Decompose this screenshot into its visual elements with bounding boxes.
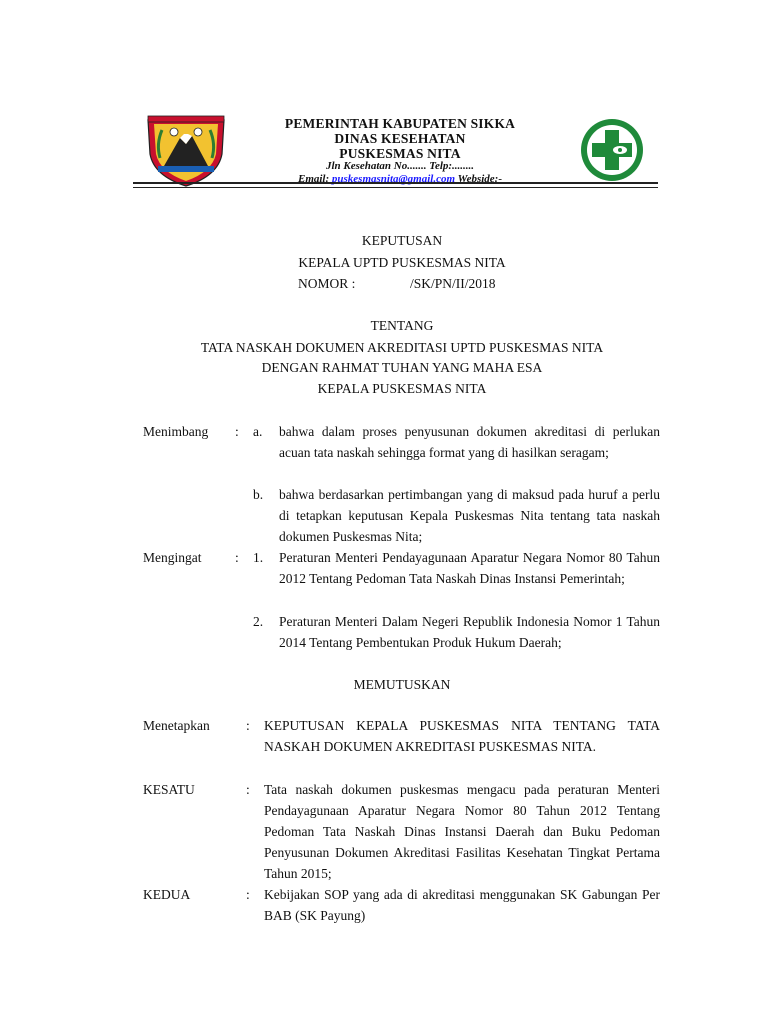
header-line-2: DINAS KESEHATAN (334, 131, 466, 146)
menimbang-b-marker: b. (253, 487, 264, 502)
mengingat-1-marker: 1. (253, 550, 264, 565)
header-contact (230, 173, 570, 186)
kesatu-label: KESATU (143, 782, 195, 797)
menetapkan-label: Menetapkan (143, 718, 210, 733)
left-logo (144, 114, 228, 188)
website-label: Webside:- (455, 173, 502, 185)
mengingat-2-text: Peraturan Menteri Dalam Negeri Republik Indonesia Nomor 1 Tahun 2014 Tentang Pembentukan Produk Hukum Daerah; (279, 614, 660, 650)
menimbang-a-text: bahwa dalam proses penyusunan dokumen akreditasi di perlukan acuan tata naskah sehingga format yang di hasilkan seragam; (279, 424, 660, 460)
header-rule-thin (133, 187, 658, 188)
title-tentang: TENTANG (370, 318, 434, 333)
menetapkan-sep: : (246, 718, 250, 733)
email-label: Email: (297, 173, 332, 185)
green-cross-icon (568, 116, 656, 184)
memutuskan-heading: MEMUTUSKAN (353, 677, 451, 692)
title-kepala: KEPALA UPTD PUSKESMAS NITA (298, 255, 506, 270)
menimbang-label: Menimbang (143, 424, 209, 439)
menetapkan-text: KEPUTUSAN KEPALA PUSKESMAS NITA TENTANG TATA NASKAH DOKUMEN AKREDITASI PUSKESMAS NITA. (264, 718, 660, 754)
nomor-value: /SK/PN/II/2018 (410, 276, 496, 291)
kedua-text: Kebijakan SOP yang ada di akreditasi menggunakan SK Gabungan Per BAB (SK Payung) (264, 887, 660, 923)
sikka-emblem-icon (144, 114, 228, 188)
kedua-sep: : (246, 887, 250, 902)
menimbang-a-marker: a. (253, 424, 263, 439)
mengingat-1-text: Peraturan Menteri Pendayagunaan Aparatur Negara Nomor 80 Tahun 2012 Tentang Pedoman Tata Naskah Dinas Instansi Pemerintah; (279, 550, 660, 586)
title-keputusan: KEPUTUSAN (361, 233, 443, 248)
header-line-3: PUSKESMAS NITA (339, 146, 461, 161)
mengingat-2-marker: 2. (253, 614, 264, 629)
title-kepala-2: KEPALA PUSKESMAS NITA (317, 381, 487, 396)
header-rule-thick (133, 182, 658, 184)
kesatu-sep: : (246, 782, 250, 797)
title-subject: TATA NASKAH DOKUMEN AKREDITASI UPTD PUSKESMAS NITA (200, 340, 604, 355)
email-link[interactable]: puskesmasnita@gmail.com (331, 173, 456, 185)
menimbang-sep: : (235, 424, 239, 439)
mengingat-sep: : (235, 550, 239, 565)
menimbang-b-text: bahwa berdasarkan pertimbangan yang di maksud pada huruf a perlu di tetapkan keputusan Kepala Puskesmas Nita tentang tata naskah dokumen Puskesmas Nita; (279, 487, 660, 544)
kesatu-text: Tata naskah dokumen puskesmas mengacu pada peraturan Menteri Pendayagunaan Aparatur Negara Nomor 80 Tahun 2012 Tentang Pedoman Tata Naskah Dinas Instansi Daerah dan Buku Pedoman Penyusunan Dokumen Akreditasi Fasilitas Kesehatan Tingkat Pertama Tahun 2015; (264, 782, 660, 881)
right-logo (568, 116, 656, 184)
title-rahmat: DENGAN RAHMAT TUHAN YANG MAHA ESA (261, 360, 543, 375)
kedua-label: KEDUA (143, 887, 191, 902)
header-line-1: PEMERINTAH KABUPATEN SIKKA (284, 116, 516, 131)
nomor-label: NOMOR : (298, 276, 356, 291)
header-address: Jln Kesehatan No....... Telp:........ (325, 160, 475, 172)
mengingat-label: Mengingat (143, 550, 202, 565)
